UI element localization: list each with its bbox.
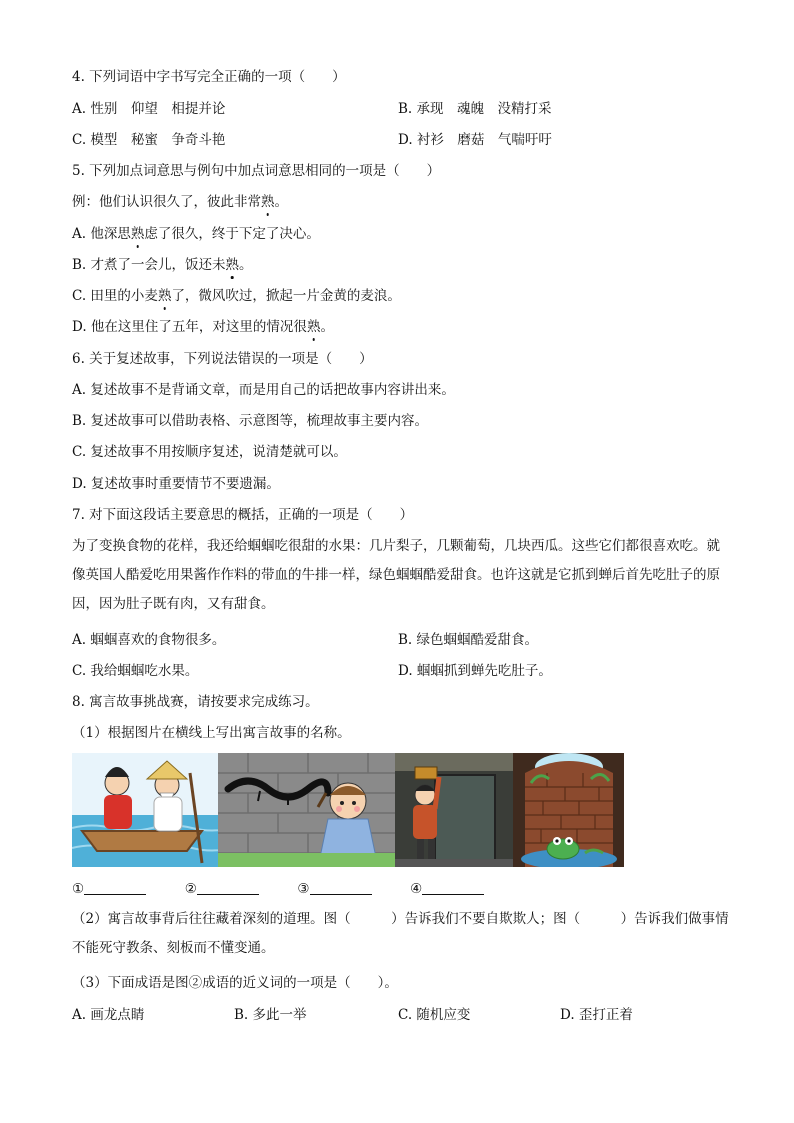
q7-option-b[interactable]: B. 绿色蝈蝈酷爱甜食。 <box>398 632 539 648</box>
dotted-char: 熟 <box>261 194 275 210</box>
dotted-char: 熟 <box>130 226 145 242</box>
q5-option-b[interactable]: B. 才煮了一会儿，饭还未熟。 <box>72 257 253 273</box>
q4-stem: 4. 下列词语中字书写完全正确的一项（ ） <box>72 69 346 85</box>
dotted-char: 熟 <box>306 319 321 335</box>
blank-3[interactable] <box>310 880 372 895</box>
q5-option-c[interactable]: C. 田里的小麦熟了，微风吹过，掀起一片金黄的麦浪。 <box>72 288 401 304</box>
fable-picture-2 <box>218 753 395 867</box>
fable-picture-1 <box>72 753 218 867</box>
blank-2[interactable] <box>197 880 259 895</box>
q8-option-a[interactable]: A. 画龙点睛 <box>72 1007 145 1023</box>
dotted-char: 熟 <box>157 288 172 304</box>
blank-1[interactable] <box>84 880 146 895</box>
q4-option-c[interactable]: C. 模型 秘蜜 争奇斗艳 <box>72 132 226 148</box>
q6-stem: 6. 关于复述故事，下列说法错误的一项是（ ） <box>72 351 373 367</box>
q8-sub1: （1）根据图片在横线上写出寓言故事的名称。 <box>72 725 351 741</box>
fable-pictures <box>72 753 624 867</box>
q4-option-b[interactable]: B. 承现 魂魄 没精打采 <box>398 101 552 117</box>
q5-example: 例：他们认识很久了，彼此非常熟。 <box>72 194 288 210</box>
bell-illustration <box>395 753 513 867</box>
q7-passage: 为了变换食物的花样，我还给蝈蝈吃很甜的水果：几片梨子，几颗葡萄，几块西瓜。这些它们都很喜欢吃。就像英国人酷爱吃用果酱作作料的带血的牛排一样，绿色蝈蝈酷爱甜食。也许这就是它抓到蝉后首先吃肚子的原因，因为肚子既有肉，又有甜食。 <box>72 538 720 612</box>
q8-option-b[interactable]: B. 多此一举 <box>234 1007 307 1023</box>
q7-option-a[interactable]: A. 蝈蝈喜欢的食物很多。 <box>72 632 226 648</box>
q7-option-d[interactable]: D. 蝈蝈抓到蝉先吃肚子。 <box>398 663 552 679</box>
q8-stem: 8. 寓言故事挑战赛，请按要求完成练习。 <box>72 694 319 710</box>
well-illustration <box>513 753 624 867</box>
q4-option-a[interactable]: A. 性别 仰望 相提并论 <box>72 101 226 117</box>
q5-stem: 5. 下列加点词意思与例句中加点词意思相同的一项是（ ） <box>72 163 441 179</box>
dotted-char: 熟 <box>225 257 240 273</box>
q5-option-d[interactable]: D. 他在这里住了五年，对这里的情况很熟。 <box>72 319 334 335</box>
q5-option-a[interactable]: A. 他深思熟虑了很久，终于下定了决心。 <box>72 226 320 242</box>
blank-label-2: ② <box>184 881 197 897</box>
q6-option-b[interactable]: B. 复述故事可以借助表格、示意图等，梳理故事主要内容。 <box>72 413 429 429</box>
q6-option-a[interactable]: A. 复述故事不是背诵文章，而是用自己的话把故事内容讲出来。 <box>72 382 455 398</box>
boat-illustration <box>72 753 218 867</box>
q8-option-d[interactable]: D. 歪打正着 <box>560 1007 633 1023</box>
blank-4[interactable] <box>422 880 484 895</box>
q7-stem: 7. 对下面这段话主要意思的概括，正确的一项是（ ） <box>72 507 414 523</box>
fable-name-blanks <box>72 880 484 897</box>
q7-option-c[interactable]: C. 我给蝈蝈吃水果。 <box>72 663 199 679</box>
q8-sub2: （2）寓言故事背后往往藏着深刻的道理。图（ ）告诉我们不要自欺欺人；图（ ）告诉我们做事情不能死守教条、刻板而不懂变通。 <box>72 911 729 956</box>
blank-label-4: ④ <box>410 881 423 897</box>
q6-option-c[interactable]: C. 复述故事不用按顺序复述，说清楚就可以。 <box>72 444 347 460</box>
blank-label-3: ③ <box>297 881 310 897</box>
fable-picture-4 <box>513 753 624 867</box>
q8-sub3: （3）下面成语是图②成语的近义词的一项是（ ）。 <box>72 975 398 991</box>
q8-option-c[interactable]: C. 随机应变 <box>398 1007 471 1023</box>
blank-label-1: ① <box>72 881 85 897</box>
q6-option-d[interactable]: D. 复述故事时重要情节不要遗漏。 <box>72 476 280 492</box>
snake-illustration <box>218 753 395 867</box>
fable-picture-3 <box>395 753 513 867</box>
q4-option-d[interactable]: D. 衬衫 磨菇 气喘吁吁 <box>398 132 552 148</box>
